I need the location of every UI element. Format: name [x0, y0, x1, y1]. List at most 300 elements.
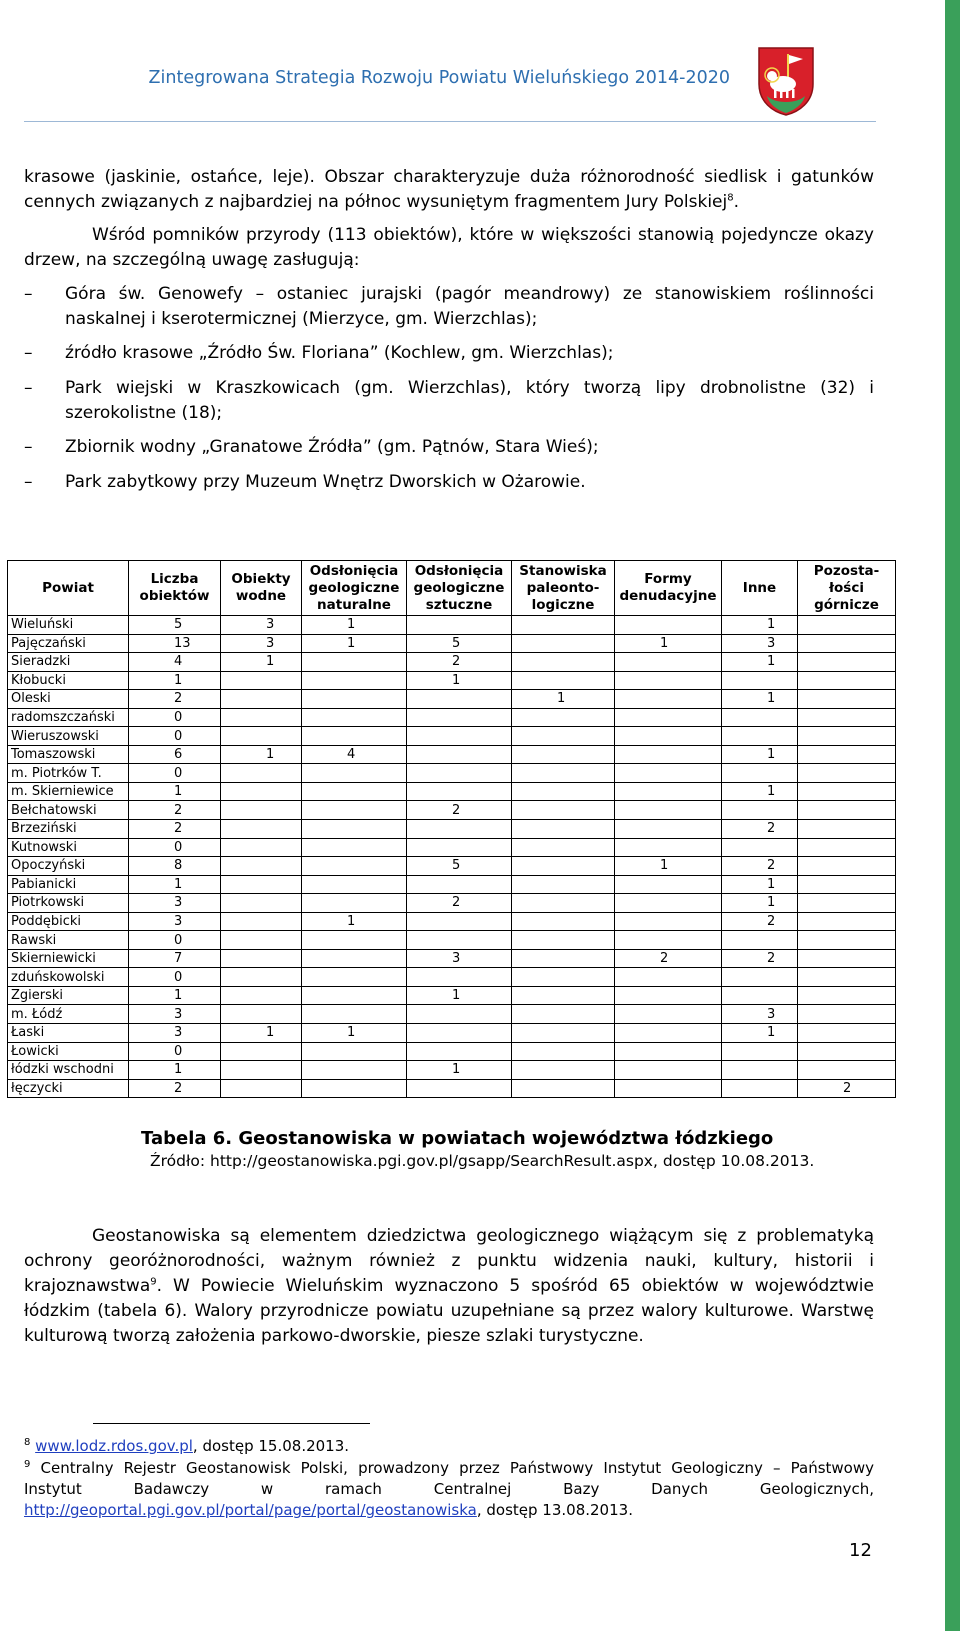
- table-cell-value: [512, 1079, 615, 1098]
- table-cell-value: 0: [129, 1042, 221, 1061]
- table-cell-value: 13: [129, 634, 221, 653]
- table-cell-value: 3: [407, 949, 512, 968]
- table-row: [8, 616, 896, 635]
- table-cell-value: [302, 875, 407, 894]
- table-cell-powiat: m. Piotrków T.: [8, 764, 129, 783]
- table-cell-value: [221, 820, 302, 839]
- table-cell-value: [512, 727, 615, 746]
- table-cell-value: [512, 838, 615, 857]
- table-cell-value: [512, 820, 615, 839]
- table-cell-value: 5: [129, 616, 221, 635]
- table-cell-value: [615, 912, 722, 931]
- table-cell-value: 3: [221, 616, 302, 635]
- table-cell-value: [512, 968, 615, 987]
- table-cell-powiat: Kłobucki: [8, 671, 129, 690]
- table-cell-powiat: Zgierski: [8, 986, 129, 1005]
- table-cell-value: [512, 986, 615, 1005]
- bullet-dash: –: [24, 437, 33, 457]
- table-cell-value: [722, 727, 798, 746]
- table-cell-value: [302, 820, 407, 839]
- table-cell-powiat: Tomaszowski: [8, 745, 129, 764]
- table-cell-value: [302, 1005, 407, 1024]
- table-cell-value: 1: [129, 986, 221, 1005]
- table-cell-value: [512, 1061, 615, 1080]
- table-cell-value: [302, 801, 407, 820]
- table-cell-value: 1: [722, 1024, 798, 1043]
- table-cell-value: 8: [129, 857, 221, 876]
- table-cell-value: [512, 782, 615, 801]
- table-header-row: [8, 561, 896, 616]
- column-header: Obiekty wodne: [221, 561, 302, 616]
- table-cell-value: [798, 745, 896, 764]
- table-cell-value: [798, 801, 896, 820]
- table-cell-value: [221, 931, 302, 950]
- table-cell-value: [512, 857, 615, 876]
- bullet-dash: –: [24, 472, 33, 492]
- table-cell-value: [302, 653, 407, 672]
- table-cell-value: [407, 968, 512, 987]
- table-cell-value: [615, 1079, 722, 1098]
- table-cell-value: [798, 949, 896, 968]
- bullet-item: [24, 376, 874, 426]
- table-cell-value: [221, 671, 302, 690]
- table-cell-value: 3: [129, 1005, 221, 1024]
- table-cell-powiat: Piotrkowski: [8, 894, 129, 913]
- table-cell-value: 5: [407, 857, 512, 876]
- body-paragraph-2: Wśród pomników przyrody (113 obiektów), które w większości stanowią pojedyncze okazy drzew, na szczególną uwagę zasługują:: [24, 225, 874, 270]
- table-cell-value: [407, 727, 512, 746]
- table-cell-value: 1: [129, 1061, 221, 1080]
- table-cell-value: [512, 708, 615, 727]
- table-cell-value: 3: [221, 634, 302, 653]
- table-cell-value: [512, 616, 615, 635]
- county-coat-of-arms-icon: [757, 46, 815, 116]
- table-cell-value: 1: [129, 782, 221, 801]
- table-cell-value: [512, 745, 615, 764]
- table-cell-value: [302, 949, 407, 968]
- table-cell-value: 1: [407, 671, 512, 690]
- table-cell-value: [798, 894, 896, 913]
- table-cell-value: [722, 1042, 798, 1061]
- table-row: [8, 671, 896, 690]
- table-cell-powiat: łęczycki: [8, 1079, 129, 1098]
- bullet-text: Zbiornik wodny „Granatowe Źródła” (gm. Pątnów, Stara Wieś);: [65, 437, 599, 457]
- table-caption-title: Tabela 6. Geostanowiska w powiatach województwa łódzkiego: [141, 1128, 774, 1149]
- header-divider: [24, 121, 876, 122]
- table-cell-value: [615, 708, 722, 727]
- table-cell-value: [302, 708, 407, 727]
- table-cell-value: 6: [129, 745, 221, 764]
- table-cell-powiat: Wieruszowski: [8, 727, 129, 746]
- table-row: [8, 1024, 896, 1043]
- table-cell-value: 4: [129, 653, 221, 672]
- table-row: [8, 894, 896, 913]
- table-cell-value: 1: [221, 1024, 302, 1043]
- table-row: [8, 690, 896, 709]
- footnote-ref-9: 9: [150, 1276, 157, 1288]
- table-cell-value: 3: [722, 1005, 798, 1024]
- table-cell-value: 0: [129, 708, 221, 727]
- table-cell-value: 2: [129, 820, 221, 839]
- bullet-dash: –: [24, 343, 33, 363]
- table-cell-value: 2: [129, 690, 221, 709]
- table-cell-value: [512, 949, 615, 968]
- table-cell-value: [798, 875, 896, 894]
- table-cell-value: [302, 894, 407, 913]
- table-cell-powiat: Wieluński: [8, 616, 129, 635]
- table-cell-value: [615, 690, 722, 709]
- table-cell-value: [512, 801, 615, 820]
- table-cell-value: [407, 708, 512, 727]
- table-cell-powiat: Skierniewicki: [8, 949, 129, 968]
- table-cell-value: 1: [302, 634, 407, 653]
- table-cell-value: 2: [722, 912, 798, 931]
- table-cell-value: [221, 912, 302, 931]
- table-cell-value: 1: [722, 653, 798, 672]
- table-row: [8, 1042, 896, 1061]
- table-cell-powiat: Łowicki: [8, 1042, 129, 1061]
- table-cell-value: [407, 1024, 512, 1043]
- table-cell-value: [512, 1005, 615, 1024]
- table-cell-powiat: Łaski: [8, 1024, 129, 1043]
- table-cell-value: [512, 1024, 615, 1043]
- table-cell-value: [615, 894, 722, 913]
- table-cell-value: 0: [129, 968, 221, 987]
- table-cell-value: [221, 764, 302, 783]
- table-cell-value: [615, 671, 722, 690]
- table-cell-value: [615, 764, 722, 783]
- table-row: [8, 782, 896, 801]
- table-row: [8, 931, 896, 950]
- table-cell-value: [302, 838, 407, 857]
- table-cell-value: 1: [722, 894, 798, 913]
- body-paragraph-3: Geostanowiska są elementem dziedzictwa geologicznego wiążącym się z problematyką ochrony georóżnorodności, ważnym również z punktu widzenia nauki, kultury, historii i krajoznawstwa$^9$. W Powiecie Wieluńskim wyznaczono 5 spośród 65 obiektów w województwie łódzkim (tabela 6). Walory przyrodnicze powiatu uzupełniane są przez walory kulturowe. Warstwę kulturową tworzą założenia parkowo-dworskie, piesze szlaki turystyczne.: [24, 1226, 874, 1346]
- table-row: [8, 1005, 896, 1024]
- table-cell-value: 1: [221, 653, 302, 672]
- table-cell-value: [407, 1042, 512, 1061]
- bullet-item: [24, 470, 874, 495]
- table-cell-value: 1: [302, 616, 407, 635]
- table-cell-value: [798, 671, 896, 690]
- table-cell-value: [615, 875, 722, 894]
- table-cell-value: [798, 857, 896, 876]
- table-cell-powiat: Rawski: [8, 931, 129, 950]
- table-cell-powiat: Pajęczański: [8, 634, 129, 653]
- table-cell-value: [407, 875, 512, 894]
- table-cell-value: [407, 1079, 512, 1098]
- table-cell-powiat: Poddębicki: [8, 912, 129, 931]
- table-cell-value: 1: [129, 875, 221, 894]
- table-row: [8, 708, 896, 727]
- table-cell-value: [615, 745, 722, 764]
- table-cell-value: [407, 838, 512, 857]
- table-row: [8, 986, 896, 1005]
- table-cell-value: [512, 912, 615, 931]
- page-side-bar: [945, 0, 960, 1631]
- table-cell-value: [512, 634, 615, 653]
- table-row: [8, 968, 896, 987]
- table-cell-value: [722, 931, 798, 950]
- table-cell-value: 0: [129, 931, 221, 950]
- table-cell-value: [615, 1061, 722, 1080]
- table-cell-value: [302, 690, 407, 709]
- table-cell-value: 1: [407, 986, 512, 1005]
- table-cell-value: 1: [407, 1061, 512, 1080]
- table-cell-value: [615, 838, 722, 857]
- table-cell-value: 2: [798, 1079, 896, 1098]
- table-cell-value: [407, 820, 512, 839]
- table-cell-value: [615, 968, 722, 987]
- table-cell-powiat: Opoczyński: [8, 857, 129, 876]
- table-cell-value: 2: [615, 949, 722, 968]
- table-cell-value: 2: [407, 801, 512, 820]
- table-cell-value: 1: [302, 912, 407, 931]
- table-cell-powiat: Brzeziński: [8, 820, 129, 839]
- column-header: Formy denudacyjne: [615, 561, 722, 616]
- column-header: Inne: [722, 561, 798, 616]
- table-cell-powiat: Sieradzki: [8, 653, 129, 672]
- table-cell-value: [512, 764, 615, 783]
- table-cell-value: [722, 838, 798, 857]
- table-cell-value: [512, 653, 615, 672]
- table-cell-value: [798, 782, 896, 801]
- table-cell-value: [798, 653, 896, 672]
- table-cell-value: [722, 986, 798, 1005]
- table-cell-powiat: radomszczański: [8, 708, 129, 727]
- footnote-ref-8: 8: [727, 192, 734, 204]
- table-cell-value: [512, 875, 615, 894]
- table-row: [8, 745, 896, 764]
- table-cell-value: 1: [512, 690, 615, 709]
- bullet-item: [24, 341, 874, 366]
- table-cell-value: 3: [129, 912, 221, 931]
- table-cell-value: 2: [407, 894, 512, 913]
- column-header: Stanowiska paleonto-logiczne: [512, 561, 615, 616]
- bullet-text: Park zabytkowy przy Muzeum Wnętrz Dworskich w Ożarowie.: [65, 472, 586, 492]
- table-cell-value: [221, 782, 302, 801]
- table-cell-value: [512, 931, 615, 950]
- table-cell-value: [722, 801, 798, 820]
- bullet-text: Park wiejski w Kraszkowicach (gm. Wierzchlas), który tworzą lipy drobnolistne (32) i szerokolistne (18);: [65, 378, 874, 423]
- column-header: Powiat: [8, 561, 129, 616]
- table-row: [8, 764, 896, 783]
- table-cell-value: [722, 1061, 798, 1080]
- table-cell-value: 3: [722, 634, 798, 653]
- table-row: [8, 727, 896, 746]
- table-cell-value: 3: [129, 894, 221, 913]
- table-cell-value: [407, 764, 512, 783]
- table-cell-value: [407, 782, 512, 801]
- table-cell-value: [407, 690, 512, 709]
- table-cell-powiat: Pabianicki: [8, 875, 129, 894]
- bullet-text: Góra św. Genowefy – ostaniec jurajski (pagór meandrowy) ze stanowiskiem roślinności naskalnej i kserotermicznej (Mierzyce, gm. Wierzchlas);: [65, 284, 874, 329]
- table-cell-value: 2: [722, 857, 798, 876]
- table-cell-powiat: Oleski: [8, 690, 129, 709]
- table-cell-value: [221, 875, 302, 894]
- table-cell-value: [615, 727, 722, 746]
- table-cell-value: 1: [722, 690, 798, 709]
- column-header: Odsłonięcia geologiczne naturalne: [302, 561, 407, 616]
- table-cell-value: [407, 616, 512, 635]
- table-cell-value: [722, 671, 798, 690]
- table-cell-value: [798, 820, 896, 839]
- table-cell-value: 0: [129, 727, 221, 746]
- table-row: [8, 838, 896, 857]
- bullet-item: [24, 435, 874, 460]
- table-cell-value: [407, 912, 512, 931]
- table-cell-value: 1: [722, 616, 798, 635]
- table-cell-value: [407, 745, 512, 764]
- table-row: [8, 857, 896, 876]
- table-cell-value: [221, 968, 302, 987]
- table-cell-value: [221, 1005, 302, 1024]
- table-cell-value: [221, 708, 302, 727]
- table-cell-value: [302, 857, 407, 876]
- table-cell-value: 2: [722, 949, 798, 968]
- table-cell-value: [798, 912, 896, 931]
- footnote-8: $^8$ www.lodz.rdos.gov.pl, dostęp 15.08.2013.: [24, 1437, 350, 1455]
- table-cell-value: [302, 764, 407, 783]
- column-header: Odsłonięcia geologiczne sztuczne: [407, 561, 512, 616]
- table-cell-value: [798, 708, 896, 727]
- table-cell-value: [302, 931, 407, 950]
- table-cell-value: 1: [302, 1024, 407, 1043]
- table-row: [8, 653, 896, 672]
- table-row: [8, 912, 896, 931]
- table-cell-value: [221, 894, 302, 913]
- table-cell-value: [615, 801, 722, 820]
- table-cell-value: 1: [615, 857, 722, 876]
- column-header: Pozosta-łości górnicze: [798, 561, 896, 616]
- table-row: [8, 1061, 896, 1080]
- table-cell-value: 3: [129, 1024, 221, 1043]
- table-row: [8, 949, 896, 968]
- table-cell-value: [615, 1024, 722, 1043]
- table-cell-value: [407, 931, 512, 950]
- table-cell-powiat: Bełchatowski: [8, 801, 129, 820]
- table-cell-value: [221, 1042, 302, 1061]
- table-cell-value: 2: [407, 653, 512, 672]
- table-cell-value: [512, 1042, 615, 1061]
- table-cell-value: [221, 1061, 302, 1080]
- table-cell-value: 0: [129, 764, 221, 783]
- table-cell-value: 1: [722, 875, 798, 894]
- table-cell-value: [221, 1079, 302, 1098]
- table-cell-value: 1: [615, 634, 722, 653]
- table-row: [8, 875, 896, 894]
- document-header-title: Zintegrowana Strategia Rozwoju Powiatu Wieluńskiego 2014-2020: [148, 68, 730, 88]
- table-cell-value: [798, 1024, 896, 1043]
- bullet-dash: –: [24, 284, 33, 304]
- table-cell-value: 1: [722, 782, 798, 801]
- table-cell-value: 2: [129, 1079, 221, 1098]
- table-cell-powiat: zduńskowolski: [8, 968, 129, 987]
- table-cell-value: [722, 708, 798, 727]
- table-cell-value: [722, 764, 798, 783]
- table-cell-value: 5: [407, 634, 512, 653]
- bullet-text: źródło krasowe „Źródło Św. Floriana” (Kochlew, gm. Wierzchlas);: [65, 343, 614, 363]
- table-cell-value: 7: [129, 949, 221, 968]
- bullet-dash: –: [24, 378, 33, 398]
- table-cell-value: [302, 968, 407, 987]
- table-cell-value: [221, 857, 302, 876]
- footnote-divider: [93, 1423, 370, 1424]
- table-row: [8, 634, 896, 653]
- table-cell-value: [615, 616, 722, 635]
- body-paragraph-1: krasowe (jaskinie, ostańce, leje). Obszar charakteryzuje duża różnorodność siedlisk i gatunków cennych związanych z najbardziej na północ wysuniętym fragmentem Jury Polskiej$^8$.: [24, 167, 874, 212]
- table-cell-value: [722, 1079, 798, 1098]
- column-header: Liczba obiektów: [129, 561, 221, 616]
- footnote-8-link[interactable]: www.lodz.rdos.gov.pl: [35, 1437, 193, 1455]
- table-cell-value: 4: [302, 745, 407, 764]
- table-cell-value: [221, 801, 302, 820]
- table-cell-value: [798, 1042, 896, 1061]
- table-cell-value: 2: [722, 820, 798, 839]
- table-cell-value: [615, 820, 722, 839]
- table-cell-value: [221, 838, 302, 857]
- table-cell-value: [302, 1061, 407, 1080]
- table-cell-value: [221, 727, 302, 746]
- table-cell-powiat: Kutnowski: [8, 838, 129, 857]
- table-cell-value: [302, 727, 407, 746]
- table-cell-value: [407, 1005, 512, 1024]
- table-cell-value: [302, 782, 407, 801]
- table-cell-value: [615, 1042, 722, 1061]
- table-caption-source: Źródło: http://geostanowiska.pgi.gov.pl/gsapp/SearchResult.aspx, dostęp 10.08.2013.: [150, 1152, 815, 1170]
- table-cell-value: [722, 968, 798, 987]
- table-row: [8, 801, 896, 820]
- table-cell-value: [302, 1042, 407, 1061]
- table-cell-powiat: m. Łódź: [8, 1005, 129, 1024]
- table-cell-value: 1: [722, 745, 798, 764]
- table-cell-value: 2: [129, 801, 221, 820]
- table-cell-value: [798, 931, 896, 950]
- table-cell-value: [798, 1061, 896, 1080]
- table-cell-value: [798, 727, 896, 746]
- table-cell-value: 1: [221, 745, 302, 764]
- table-cell-value: [615, 931, 722, 950]
- table-cell-value: [798, 838, 896, 857]
- table-row: [8, 1079, 896, 1098]
- table-cell-powiat: łódzki wschodni: [8, 1061, 129, 1080]
- page-number: 12: [849, 1540, 872, 1561]
- table-cell-powiat: m. Skierniewice: [8, 782, 129, 801]
- table-cell-value: [221, 986, 302, 1005]
- table-cell-value: [798, 968, 896, 987]
- table-cell-value: [615, 1005, 722, 1024]
- table-cell-value: 1: [129, 671, 221, 690]
- table-cell-value: [798, 986, 896, 1005]
- table-cell-value: [512, 894, 615, 913]
- bullet-item: [24, 282, 874, 332]
- footnote-9-link[interactable]: http://geoportal.pgi.gov.pl/portal/page/portal/geostanowiska: [24, 1501, 477, 1519]
- table-cell-value: [615, 653, 722, 672]
- geosites-table: [7, 560, 896, 1098]
- table-cell-value: [302, 986, 407, 1005]
- table-cell-value: [512, 671, 615, 690]
- table-cell-value: [302, 1079, 407, 1098]
- table-cell-value: [302, 671, 407, 690]
- table-cell-value: [615, 986, 722, 1005]
- table-cell-value: [798, 690, 896, 709]
- table-cell-value: [221, 690, 302, 709]
- table-cell-value: [798, 764, 896, 783]
- table-cell-value: [798, 616, 896, 635]
- table-cell-value: [798, 1005, 896, 1024]
- table-cell-value: [798, 634, 896, 653]
- table-cell-value: 0: [129, 838, 221, 857]
- table-row: [8, 820, 896, 839]
